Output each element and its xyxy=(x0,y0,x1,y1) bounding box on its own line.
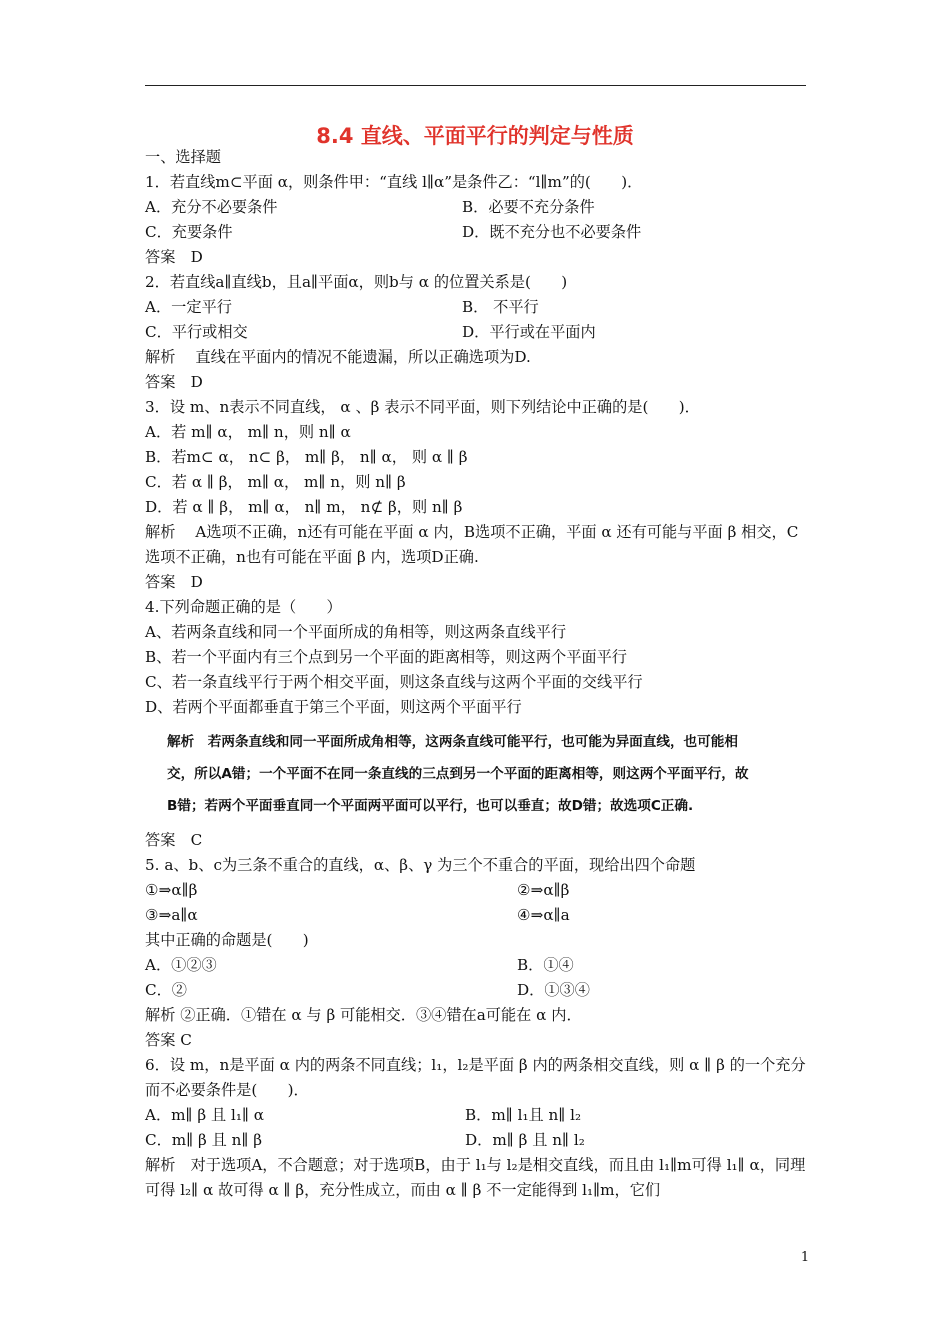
q1-stem: 1．若直线m⊂平面 α，则条件甲：“直线 l∥α”是条件乙：“l∥m”的( )． xyxy=(145,173,643,191)
q4-option-a: A、若两条直线和同一个平面所成的角相等，则这两条直线平行 xyxy=(145,623,567,641)
q4-option-c: C、若一条直线平行于两个相交平面，则这条直线与这两个平面的交线平行 xyxy=(145,673,643,691)
q4-analysis xyxy=(145,726,810,822)
q5-prop-2: ②⇒α∥β xyxy=(517,881,570,899)
q5-prop-1: ①⇒α∥β xyxy=(145,881,198,899)
q4-stem: 4.下列命题正确的是（ ） xyxy=(145,598,342,616)
q5-option-b: B．①④ xyxy=(517,956,574,974)
q6-options-row-2 xyxy=(145,1128,810,1153)
q2-options-row-1 xyxy=(145,295,810,320)
q4-answer: 答案 C xyxy=(145,831,203,849)
q2-answer: 答案 D xyxy=(145,373,203,391)
q5-props-row-2 xyxy=(145,903,810,928)
q5-options-row-2 xyxy=(145,978,810,1003)
q5-option-c: C．② xyxy=(145,981,187,999)
q5-option-d: D．①③④ xyxy=(517,981,590,999)
q5-stem: 5. a、b、c为三条不重合的直线，α、β、γ 为三个不重合的平面，现给出四个命题 xyxy=(145,856,696,874)
q2-option-b: B． 不平行 xyxy=(462,298,539,316)
q4-analysis-line-3: B错；若两个平面垂直同一个平面两平面可以平行，也可以垂直；故D错；故选项C正确. xyxy=(167,798,694,814)
document-body xyxy=(145,145,810,1203)
q1-options-row-1 xyxy=(145,195,810,220)
q5-analysis: 解析 ②正确．①错在 α 与 β 可能相交．③④错在a可能在 α 内． xyxy=(145,1006,582,1024)
q6-option-a: A．m∥ β 且 l₁∥ α xyxy=(145,1106,265,1124)
q4-option-b: B、若一个平面内有三个点到另一个平面的距离相等，则这两个平面平行 xyxy=(145,648,627,666)
q6-options-row-1 xyxy=(145,1103,810,1128)
q3-option-b: B．若m⊂ α， n⊂ β， m∥ β， n∥ α， 则 α ∥ β xyxy=(145,448,468,466)
q5-prop-3: ③⇒a∥α xyxy=(145,906,198,924)
q6-option-b: B．m∥ l₁且 n∥ l₂ xyxy=(465,1106,582,1124)
q6-stem: 6．设 m，n是平面 α 内的两条不同直线；l₁，l₂是平面 β 内的两条相交直线，则 α ∥ β 的一个充分而不必要条件是( )． xyxy=(145,1056,806,1099)
section-heading: 一、选择题 xyxy=(145,148,221,166)
q4-analysis-line-2: 交，所以A错；一个平面不在同一条直线的三点到另一个平面的距离相等，则这两个平面平行，故 xyxy=(167,766,749,782)
q1-option-d: D．既不充分也不必要条件 xyxy=(462,223,642,241)
header-rule xyxy=(145,85,806,86)
q1-option-b: B．必要不充分条件 xyxy=(462,198,595,216)
q4-option-d: D、若两个平面都垂直于第三个平面，则这两个平面平行 xyxy=(145,698,522,716)
q4-analysis-line-1: 解析 若两条直线和同一平面所成角相等，这两条直线可能平行，也可能为异面直线，也可能相 xyxy=(167,734,738,750)
q3-analysis: 解析 A选项不正确，n还有可能在平面 α 内，B选项不正确，平面 α 还有可能与平面 β 相交，C选项不正确，n也有可能在平面 β 内，选项D正确. xyxy=(145,523,799,566)
q2-stem: 2．若直线a∥直线b，且a∥平面α，则b与 α 的位置关系是( ) xyxy=(145,273,568,291)
q5-answer: 答案 C xyxy=(145,1031,192,1049)
q3-option-a: A．若 m∥ α， m∥ n，则 n∥ α xyxy=(145,423,351,441)
q5-option-a: A．①②③ xyxy=(145,956,217,974)
q1-option-c: C．充要条件 xyxy=(145,223,233,241)
q1-options-row-2 xyxy=(145,220,810,245)
page-title: 8.4 直线、平面平行的判定与性质 xyxy=(316,124,634,148)
q3-stem: 3．设 m、n表示不同直线， α 、β 表示不同平面，则下列结论中正确的是( )． xyxy=(145,398,700,416)
q6-analysis: 解析 对于选项A，不合题意；对于选项B，由于 l₁与 l₂是相交直线，而且由 l₁∥m可得 l₁∥ α，同理可得 l₂∥ α 故可得 α ∥ β，充分性成立，而由 α ∥ β 不一定能得到 l₁∥m，它们 xyxy=(145,1156,806,1199)
q2-option-c: C．平行或相交 xyxy=(145,323,248,341)
q1-option-a: A．充分不必要条件 xyxy=(145,198,278,216)
q6-option-c: C．m∥ β 且 n∥ β xyxy=(145,1131,263,1149)
q2-options-row-2 xyxy=(145,320,810,345)
q3-answer: 答案 D xyxy=(145,573,203,591)
q3-option-d: D．若 α ∥ β， m∥ α， n∥ m， n⊄ β，则 n∥ β xyxy=(145,498,463,516)
q3-option-c: C．若 α ∥ β， m∥ α， m∥ n，则 n∥ β xyxy=(145,473,406,491)
q5-options-row-1 xyxy=(145,953,810,978)
q2-analysis: 解析 直线在平面内的情况不能遗漏，所以正确选项为D. xyxy=(145,348,531,366)
q5-question: 其中正确的命题是( ) xyxy=(145,931,309,949)
q5-props-row-1 xyxy=(145,878,810,903)
q5-prop-4: ④⇒α∥a xyxy=(517,906,570,924)
q1-answer: 答案 D xyxy=(145,248,203,266)
q6-option-d: D．m∥ β 且 n∥ l₂ xyxy=(465,1131,585,1149)
q2-option-d: D．平行或在平面内 xyxy=(462,323,596,341)
q2-option-a: A．一定平行 xyxy=(145,298,232,316)
page-number: 1 xyxy=(800,1250,810,1265)
